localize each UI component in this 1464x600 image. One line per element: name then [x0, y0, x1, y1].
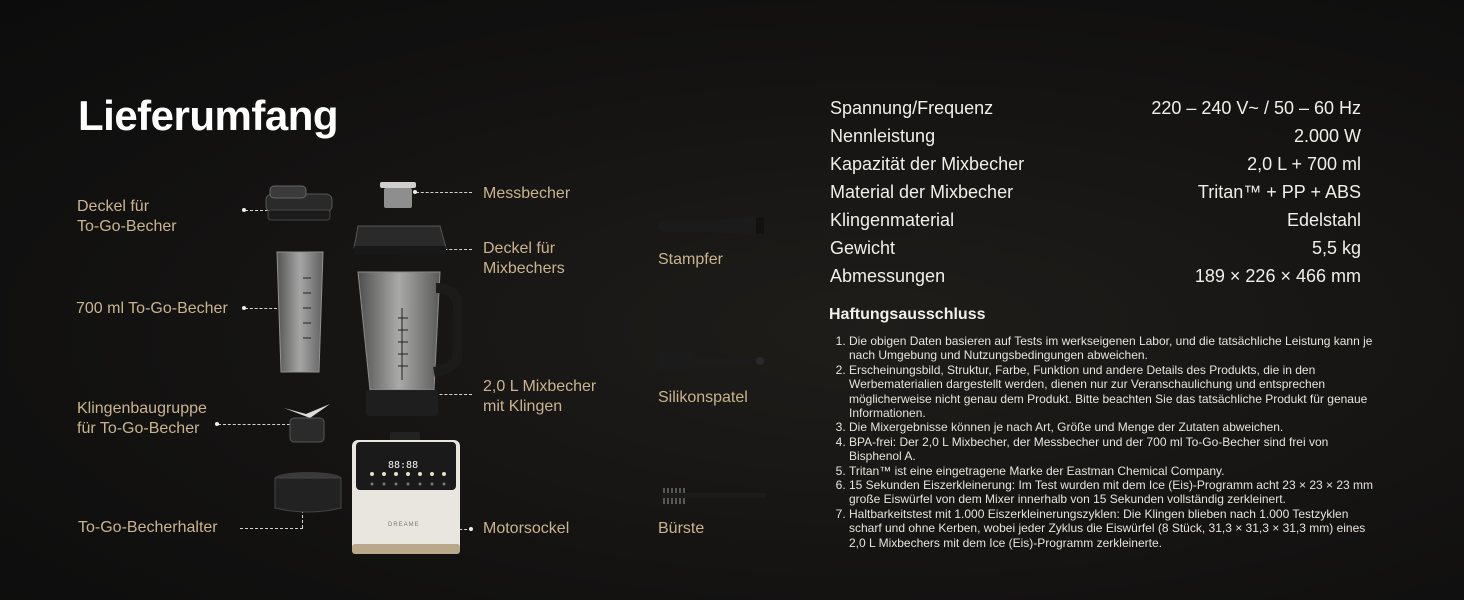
label-becherhalter: To-Go-Becherhalter [78, 519, 218, 536]
leader-to-go-becher [245, 308, 277, 309]
spec-label: Klingenmaterial [830, 210, 955, 230]
measuring-cup-image [378, 180, 418, 210]
to-go-lid-image [262, 184, 336, 224]
disclaimer-item: 7. Haltbarkeitstest mit 1.000 Eiszerkleinerungszyklen: Die Klingen blieben nach 1.000 Testzyklen scharf und ohne Kerben, wobei jeder Zyklus die Eiswürfel (8 Stück, 31,3 × 31,3 × 31,3 mm) eines 2,0 L Mixbechers mit dem Ice (Eis)-Programm zerkleinerte. [849, 507, 1374, 550]
spec-row [830, 262, 1361, 290]
disclaimer-item: 2. Erscheinungsbild, Struktur, Farbe, Funktion und andere Details des Produkts, die in den Werbematerialien dargestellt werden, dienen nur zur Veranschaulichung und entsprechen möglicherweise nicht genau dem Produkt. Bitte beachten Sie das tatsächliche Produkt für genaue Informationen. [849, 363, 1374, 421]
spec-row [830, 150, 1361, 178]
spec-label: Kapazität der Mixbecher [830, 154, 1025, 174]
disclaimer-item: 5. Tritan™ ist eine eingetragene Marke der Eastman Chemical Company. [849, 464, 1374, 478]
cup-holder-image [270, 470, 346, 514]
label-messbecher: Messbecher [483, 185, 571, 202]
label-stampfer: Stampfer [658, 251, 723, 268]
disclaimer [829, 306, 1374, 550]
spec-table [830, 94, 1361, 290]
spec-row [830, 234, 1361, 262]
to-go-cup-image [275, 248, 325, 376]
spec-value: 2.000 W [1293, 126, 1361, 146]
brush-image [660, 484, 768, 508]
motor-base [350, 432, 462, 556]
disclaimer-item: 6. 15 Sekunden Eiszerkleinerung: Im Test wurden mit dem Ice (Eis)-Programm acht 23 × 23 × 23 mm große Eiswürfel von dem Mixer innerhalb von 15 Sekunden vollständig zerkleinert. [849, 478, 1374, 507]
jar-lid-image [352, 222, 448, 256]
spec-value: Edelstahl [1286, 210, 1361, 230]
page-title: Lieferumfang [78, 92, 339, 139]
label-klingenbaugruppe: Klingenbaugruppe für To-Go-Becher [77, 400, 207, 437]
spec-value: 2,0 L + 700 ml [1247, 154, 1361, 174]
spec-label: Spannung/Frequenz [830, 98, 994, 118]
spec-value: Tritan™ + PP + ABS [1197, 182, 1361, 202]
spec-value: 5,5 kg [1311, 238, 1361, 258]
spec-row [830, 94, 1361, 122]
spec-label: Nennleistung [830, 126, 936, 146]
blender-jar-image [354, 268, 462, 418]
label-deckel-mix: Deckel für Mixbechers [483, 240, 565, 277]
spec-row [830, 178, 1361, 206]
spec-label: Gewicht [830, 238, 896, 258]
spec-row [830, 206, 1361, 234]
spec-label: Abmessungen [830, 266, 946, 286]
disclaimer-item: 3. Die Mixergebnisse können je nach Art, Größe und Menge der Zutaten abweichen. [849, 420, 1374, 434]
disclaimer-list [829, 334, 1374, 550]
label-to-go-becher: 700 ml To-Go-Becher [76, 300, 228, 317]
leader-halter-h [240, 528, 303, 529]
label-motorsockel: Motorsockel [483, 520, 570, 537]
label-silikonspatel: Silikonspatel [658, 389, 748, 406]
label-mixbecher: 2,0 L Mixbecher mit Klingen [483, 378, 597, 415]
blade-assembly-image [280, 400, 334, 444]
base-display-time: 88:88 [388, 460, 419, 471]
spec-row [830, 122, 1361, 150]
spec-value: 189 × 226 × 466 mm [1194, 266, 1361, 286]
disclaimer-item: 1. Die obigen Daten basieren auf Tests im werkseigenen Labor, und die tatsächliche Leistung kann je nach Umgebung und Nutzungsbedingungen abweichen. [849, 334, 1374, 363]
label-deckel-to-go: Deckel für To-Go-Becher [77, 198, 177, 235]
leader-messbecher [416, 192, 472, 193]
spec-label: Material der Mixbecher [830, 182, 1014, 202]
tamper-image [656, 214, 768, 238]
base-brand-logo: DREAME [388, 522, 420, 528]
disclaimer-item: 4. BPA-frei: Der 2,0 L Mixbecher, der Messbecher und der 700 ml To-Go-Becher sind frei von Bisphenol A. [849, 435, 1374, 464]
spec-value: 220 – 240 V~ / 50 – 60 Hz [1151, 98, 1361, 118]
disclaimer-title: Haftungsausschluss [829, 306, 986, 323]
label-buerste: Bürste [658, 520, 705, 537]
spatula-image [656, 350, 768, 372]
